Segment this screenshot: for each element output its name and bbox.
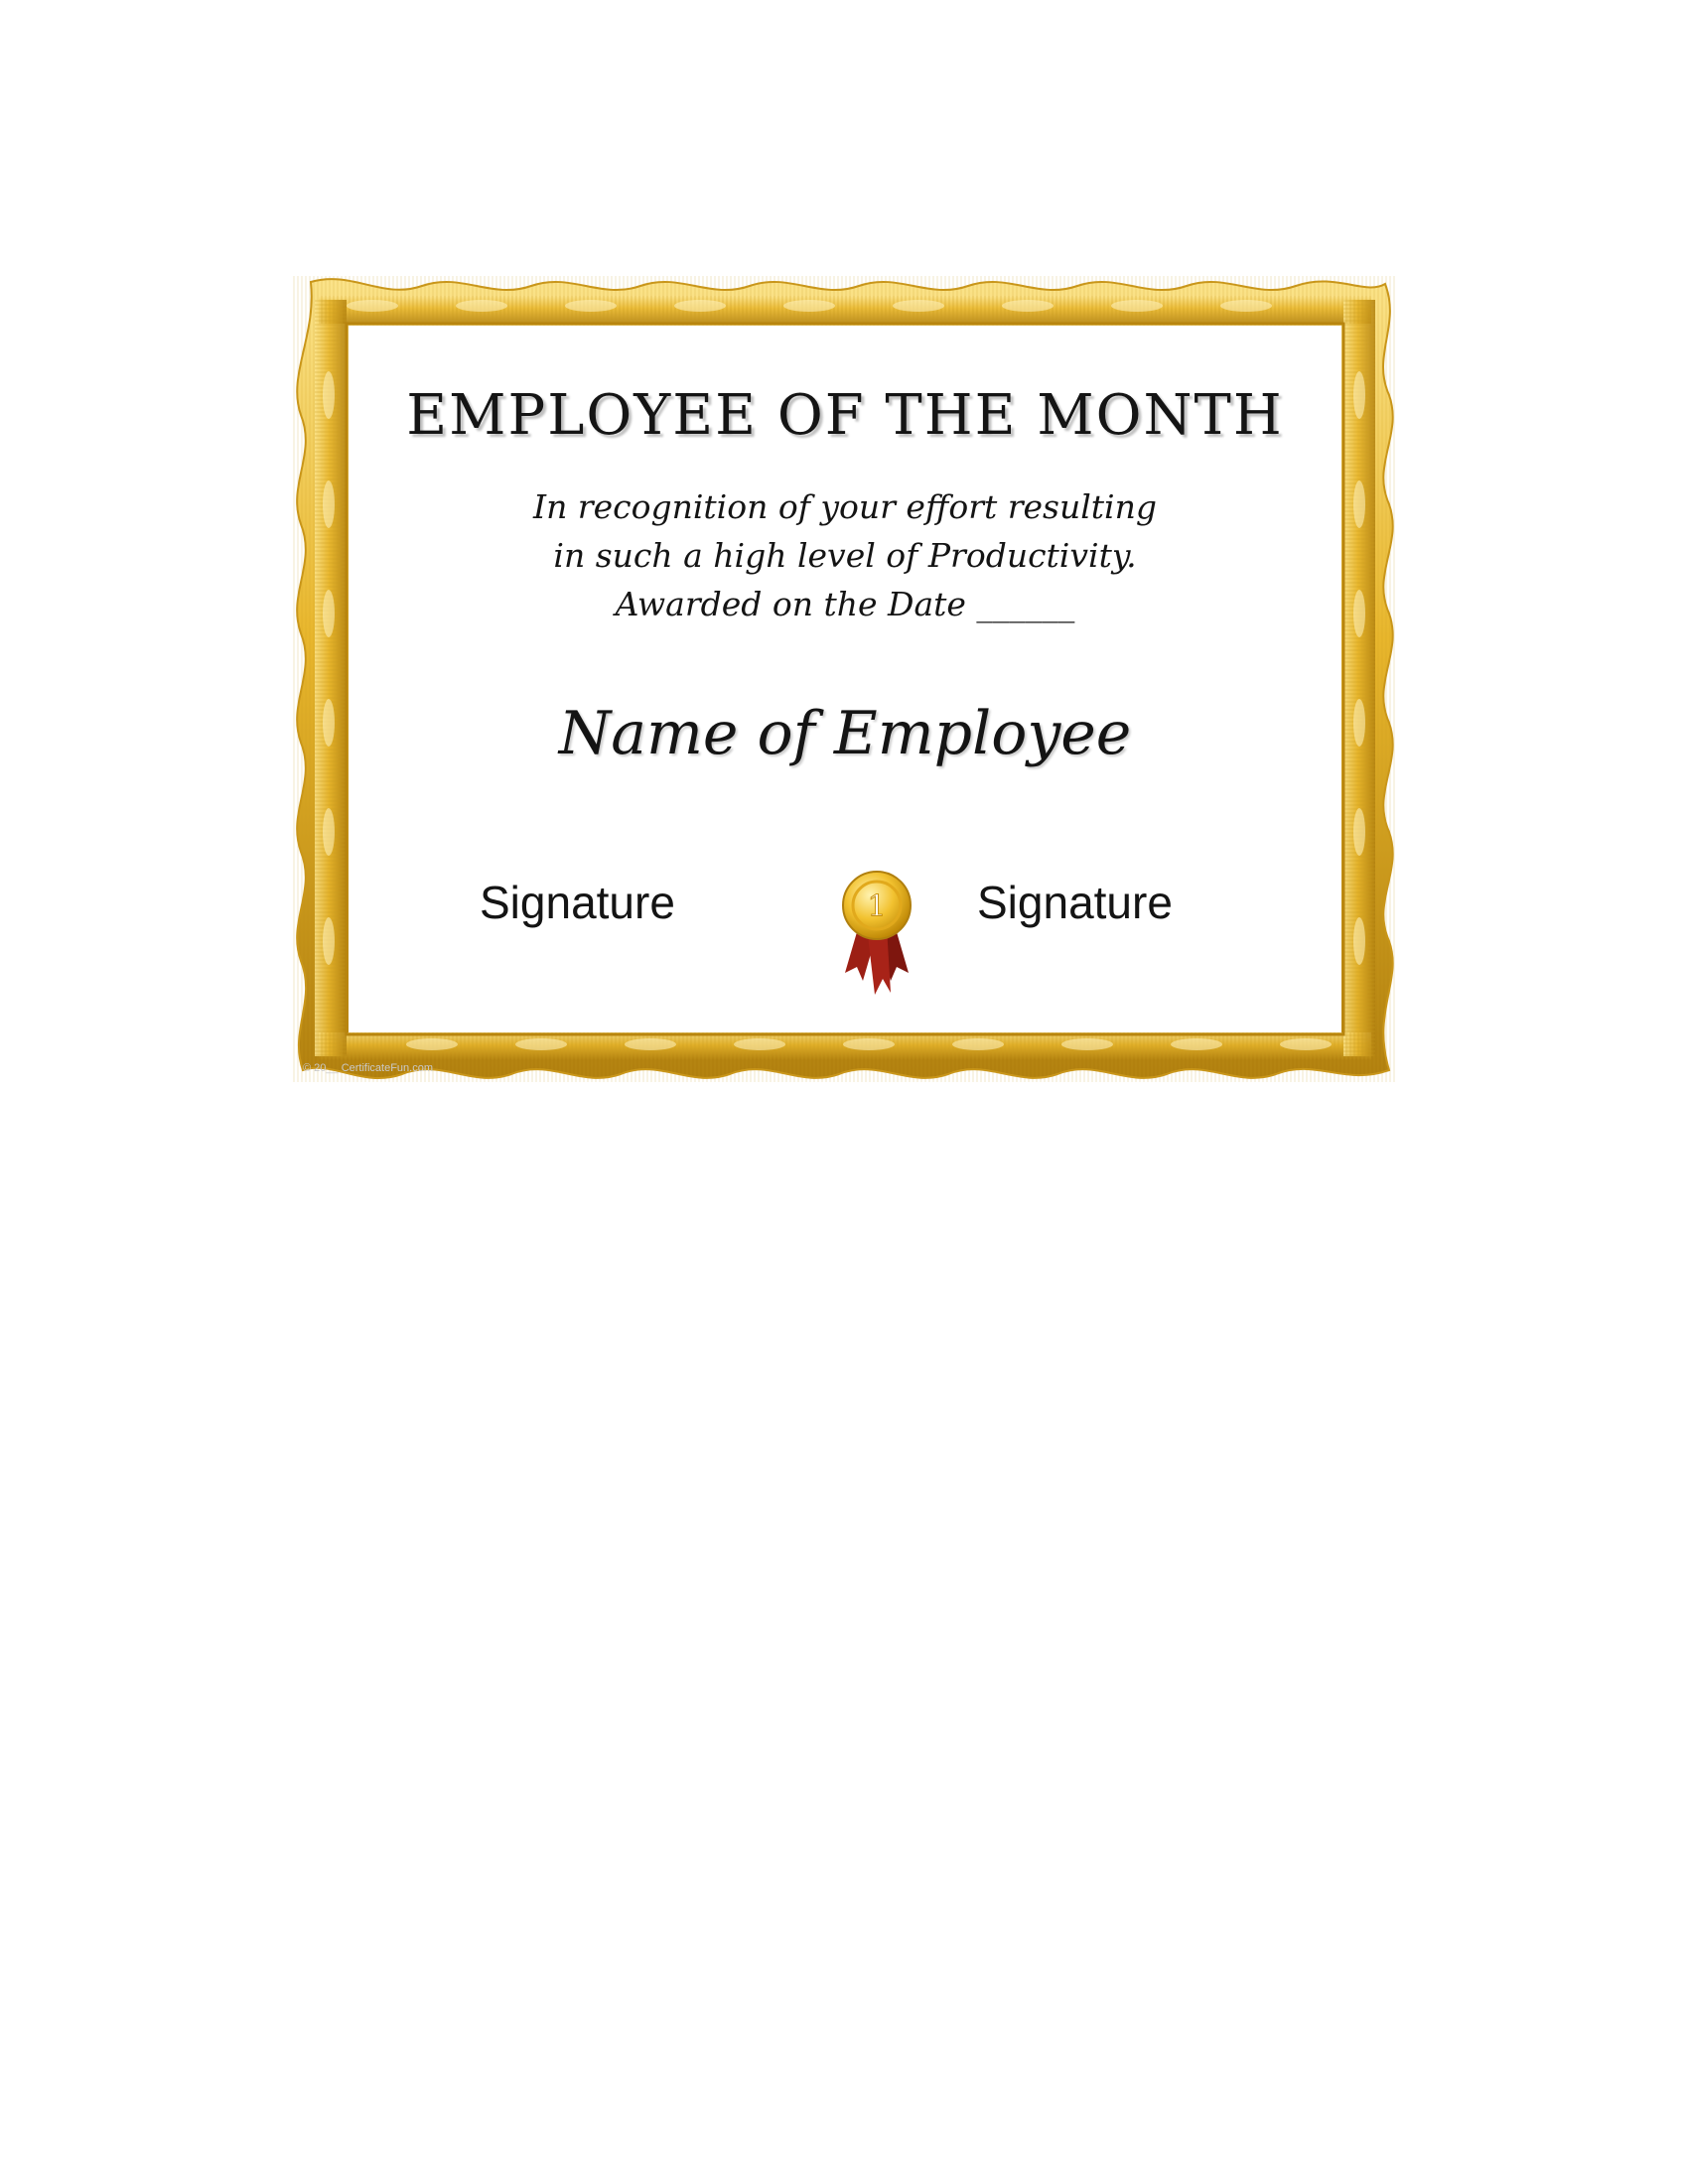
signature-left: Signature bbox=[480, 877, 675, 928]
employee-name: Name of Employee bbox=[558, 699, 1132, 768]
gold-medal-ribbon-icon bbox=[837, 870, 916, 997]
medal-number: 1 bbox=[867, 889, 887, 924]
certificate-body bbox=[349, 326, 1341, 1032]
recognition-line: In recognition of your effort resulting bbox=[533, 487, 1157, 526]
signature-right: Signature bbox=[977, 877, 1173, 928]
certificate-title: EMPLOYEE OF THE MONTH bbox=[406, 383, 1284, 448]
recognition-text bbox=[349, 482, 1341, 628]
certificate bbox=[293, 276, 1397, 1082]
watermark: © 20__ CertificateFun.com bbox=[303, 1062, 433, 1074]
recognition-line: in such a high level of Productivity. bbox=[553, 536, 1137, 575]
award-date-line: Awarded on the Date ______ bbox=[615, 585, 1075, 623]
